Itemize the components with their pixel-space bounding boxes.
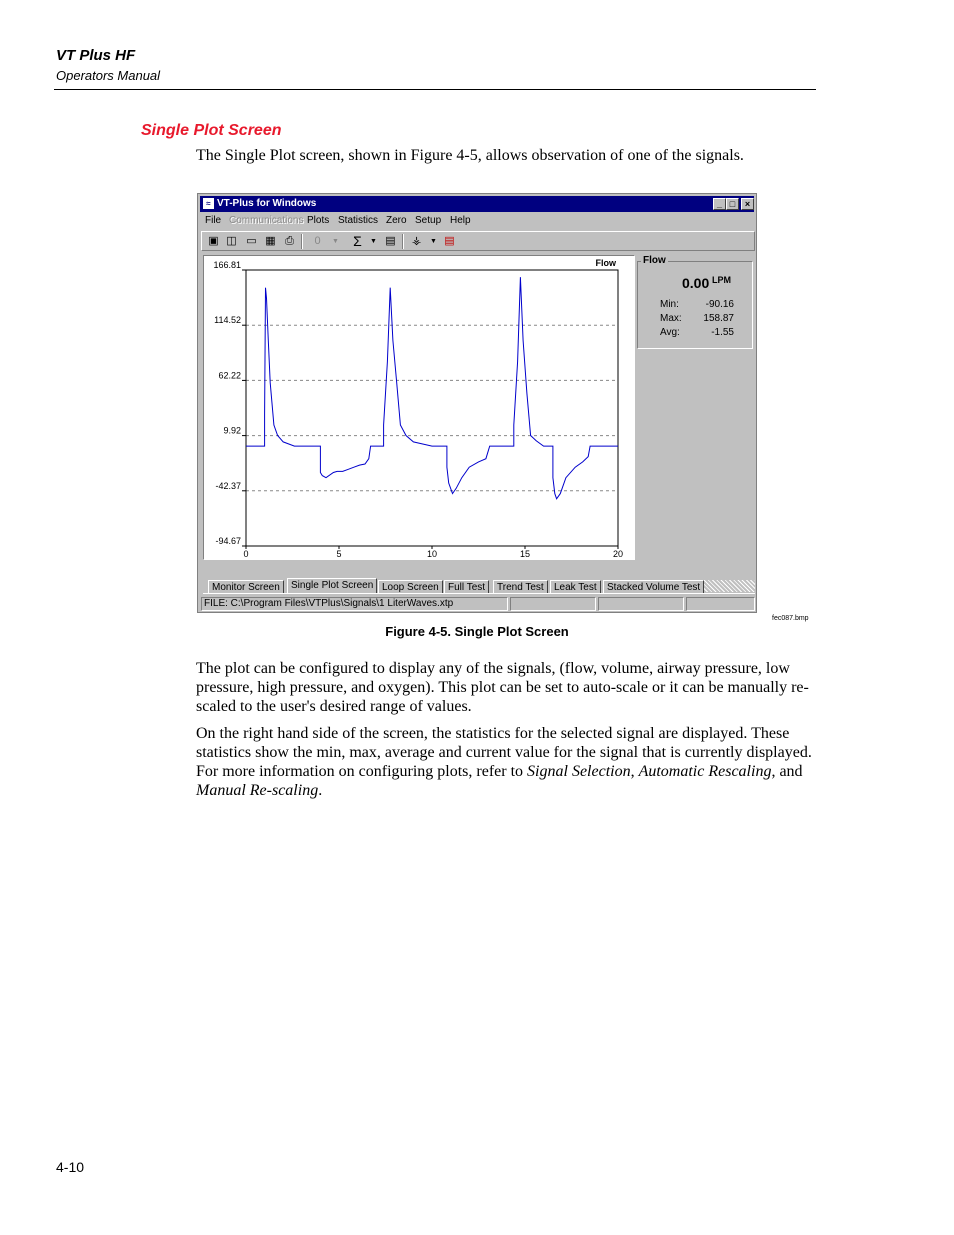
tab-strip-fill — [704, 580, 755, 592]
x-tick-label: 15 — [519, 549, 531, 559]
tab-strip — [203, 579, 755, 594]
manual-title: VT Plus HF — [56, 47, 136, 64]
tab-loop-screen[interactable]: Loop Screen — [378, 580, 443, 593]
menu-help[interactable]: Help — [450, 215, 471, 226]
menu-zero[interactable]: Zero — [386, 215, 407, 226]
page-number: 4-10 — [56, 1159, 85, 1175]
menu-bar — [201, 213, 753, 229]
print-icon[interactable]: ⎙ — [285, 235, 294, 247]
dropdown-arrow-icon[interactable]: ▼ — [430, 238, 437, 245]
menu-file[interactable]: File — [205, 215, 222, 226]
min-label: Min: — [660, 299, 679, 310]
maximize-button[interactable]: □ — [726, 198, 739, 210]
y-tick-label: -42.37 — [215, 480, 241, 491]
section-heading: Single Plot Screen — [141, 122, 282, 139]
stats-text: On the right hand side of the screen, the statistics for the selected signal are displayed. These statistics show the min, max, average and current value for the signal that is currently displayed. For more information on configuring plots, refer to — [196, 725, 812, 780]
manual-rescaling-reference: Manual Re-scaling — [196, 782, 319, 799]
window-title: VT-Plus for Windows — [217, 198, 317, 209]
tab-full-test[interactable]: Full Test — [444, 580, 489, 593]
menu-communications[interactable]: Communications — [229, 215, 304, 226]
chart-title: Flow — [595, 258, 616, 268]
menu-statistics[interactable]: Statistics — [338, 215, 379, 226]
tab-stacked-volume-test[interactable]: Stacked Volume Test — [603, 580, 704, 593]
tab-trend-test[interactable]: Trend Test — [493, 580, 548, 593]
y-tick-label: 62.22 — [218, 370, 241, 381]
max-value: 158.87 — [703, 313, 734, 324]
y-tick-label: -94.67 — [215, 536, 241, 546]
x-tick-label: 10 — [426, 549, 438, 559]
menu-plots[interactable]: Plots — [307, 215, 330, 226]
app-icon: ≈ — [203, 198, 214, 209]
toolbar-separator — [402, 234, 404, 249]
plot-frame — [246, 270, 618, 546]
current-unit: LPM — [712, 275, 731, 285]
toolbar-separator — [301, 234, 303, 249]
filter-icon[interactable]: ⚶ — [411, 235, 422, 247]
flow-trace — [246, 277, 618, 499]
menu-setup[interactable]: Setup — [415, 215, 442, 226]
status-bar — [201, 597, 755, 611]
flow-chart — [204, 256, 634, 559]
stats-box — [637, 255, 753, 349]
status-cell — [686, 597, 755, 611]
separator-text: , and — [771, 763, 803, 780]
plot-panel[interactable] — [203, 255, 635, 560]
save-icon[interactable]: ▣ — [208, 235, 219, 247]
manual-subtitle: Operators Manual — [56, 68, 161, 83]
separator-text: , — [630, 763, 639, 780]
open-folder-icon[interactable]: ◫ — [226, 235, 237, 247]
tab-leak-test[interactable]: Leak Test — [550, 580, 601, 593]
header-rule — [54, 89, 816, 90]
x-tick-label: 5 — [336, 549, 342, 559]
stats-paragraph — [196, 724, 816, 800]
intro-paragraph: The Single Plot screen, shown in Figure 4-5, allows observation of one of the signals. — [196, 147, 744, 164]
status-file: FILE: C:\Program Files\VTPlus\Signals\1 LiterWaves.xtp — [201, 597, 508, 611]
trend-icon[interactable]: ▤ — [444, 235, 455, 247]
figure-caption: Figure 4-5. Single Plot Screen — [385, 624, 569, 639]
figure-filename: fec087.bmp — [772, 615, 809, 622]
y-tick-label: 9.92 — [223, 425, 241, 436]
y-tick-label: 114.52 — [214, 315, 241, 326]
y-tick-label: 166.81 — [213, 260, 241, 270]
calculator-icon[interactable]: ▦ — [265, 235, 276, 247]
tab-monitor-screen[interactable]: Monitor Screen — [208, 580, 284, 593]
sigma-icon[interactable]: Σ — [353, 233, 362, 249]
minimize-button[interactable]: _ — [713, 198, 726, 210]
current-value: 0.00 — [682, 275, 710, 291]
x-tick-label: 20 — [612, 549, 624, 559]
toolbar — [201, 231, 755, 251]
status-cell — [598, 597, 684, 611]
status-cell — [510, 597, 596, 611]
title-bar — [200, 196, 754, 212]
max-label: Max: — [660, 313, 682, 324]
signal-selection-reference: Signal Selection — [527, 763, 631, 780]
dropdown-arrow-icon[interactable]: ▼ — [332, 238, 339, 245]
app-window — [197, 193, 757, 613]
min-value: -90.16 — [705, 299, 734, 310]
close-button[interactable]: × — [741, 198, 754, 210]
config-paragraph: The plot can be configured to display any of the signals, (flow, volume, airway pressure, low pressure, high pressure, and oxygen). This plot can be set to auto-scale or it can be manually re-scaled to the user's desired range of values. — [196, 660, 809, 715]
avg-label: Avg: — [660, 327, 680, 338]
dropdown-arrow-icon[interactable]: ▼ — [370, 238, 377, 245]
avg-value: -1.55 — [711, 327, 734, 338]
end-punctuation: . — [318, 782, 323, 799]
tab-single-plot-screen[interactable]: Single Plot Screen — [287, 578, 377, 593]
stats-title: Flow — [643, 255, 666, 266]
zero-icon[interactable]: 0 — [314, 235, 321, 247]
automatic-rescaling-reference: Automatic Rescaling — [638, 763, 772, 780]
x-tick-label: 0 — [243, 549, 249, 559]
folder-icon[interactable]: ▭ — [246, 235, 257, 247]
plot-select-icon[interactable]: ▤ — [385, 235, 396, 247]
